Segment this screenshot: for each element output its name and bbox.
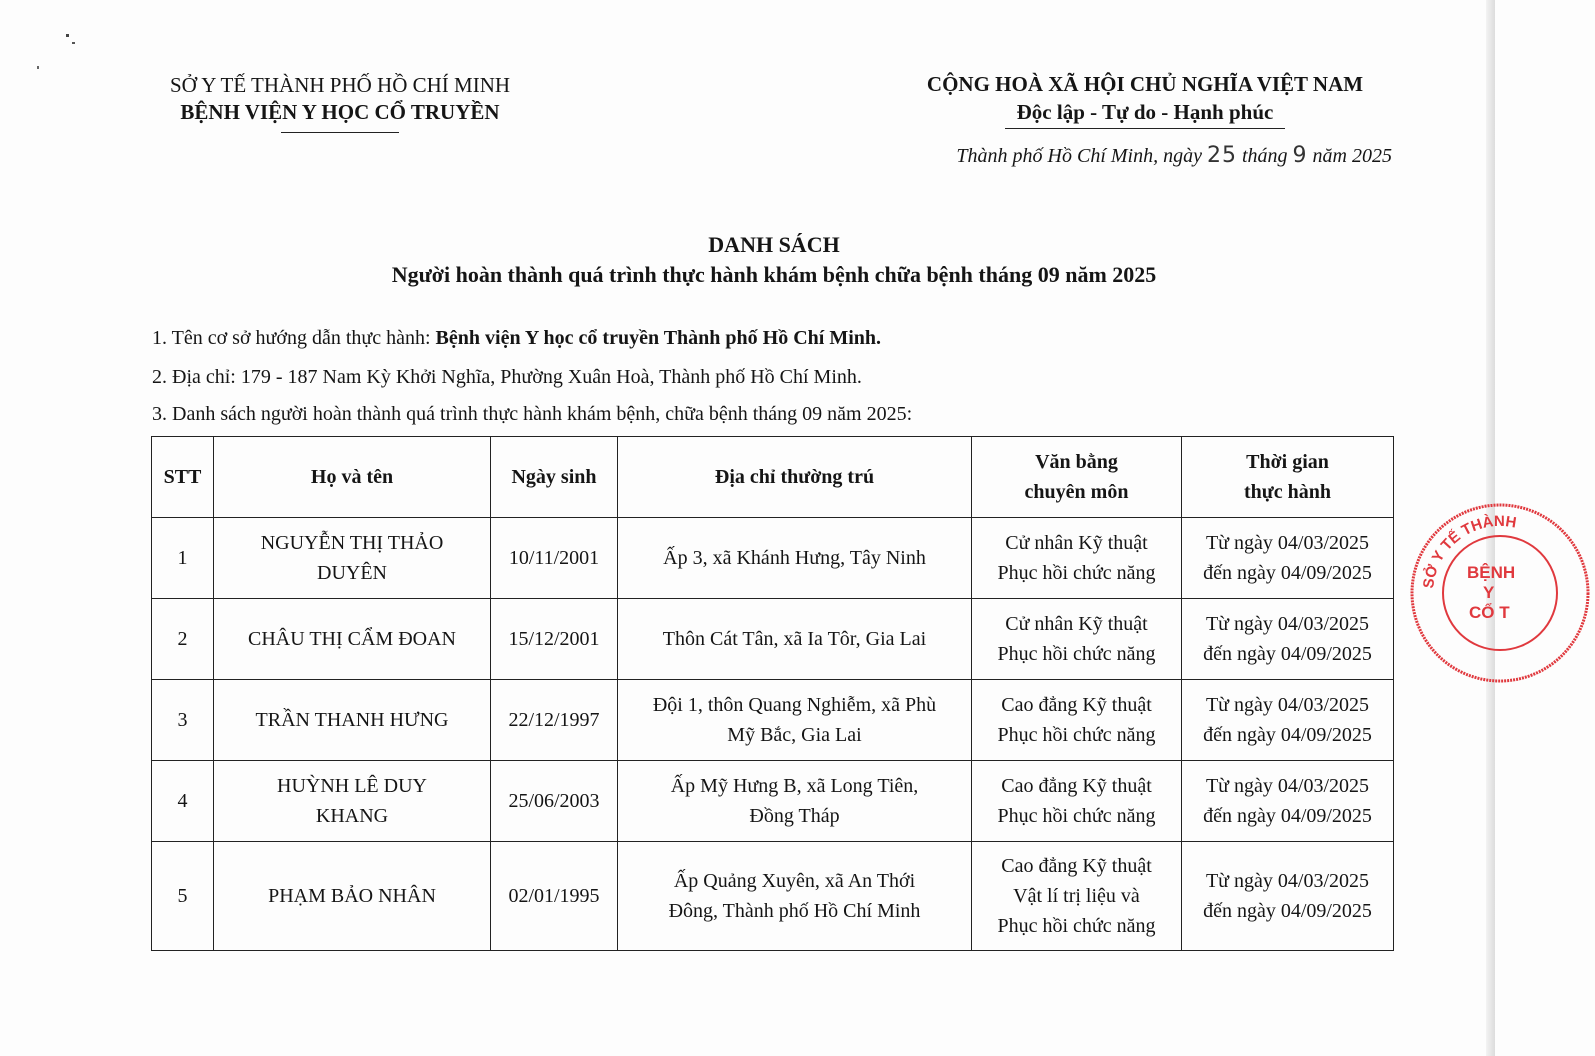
cell-dob: 25/06/2003 bbox=[491, 761, 618, 842]
national-header bbox=[880, 70, 1410, 129]
header-address: Địa chỉ thường trú bbox=[618, 437, 972, 518]
cell-degree bbox=[972, 680, 1182, 761]
scan-speck bbox=[37, 66, 39, 69]
cell-address bbox=[618, 842, 972, 951]
period-from: Từ ngày 04/03/2025 bbox=[1205, 694, 1370, 716]
header-degree-line1: Văn bằng bbox=[1035, 451, 1118, 473]
scan-speck bbox=[72, 42, 75, 44]
cell-degree bbox=[972, 518, 1182, 599]
table-row bbox=[152, 842, 1394, 951]
info-line-list: 3. Danh sách người hoàn thành quá trình thực hành khám bệnh, chữa bệnh tháng 09 năm 2025: bbox=[152, 403, 913, 425]
period-from: Từ ngày 04/03/2025 bbox=[1205, 613, 1370, 635]
header-stt: STT bbox=[152, 437, 214, 518]
title-subtitle: Người hoàn thành quá trình thực hành khám bệnh chữa bệnh tháng 09 năm 2025 bbox=[391, 262, 1157, 287]
degree-line3: Phục hồi chức năng bbox=[997, 915, 1156, 937]
name-line1: NGUYỄN THỊ THẢO bbox=[260, 532, 444, 554]
issuer-header bbox=[100, 72, 580, 133]
stamp-arc-text: SỞ Y TẾ THÀNH bbox=[1420, 512, 1518, 590]
date-year: năm 2025 bbox=[1312, 145, 1392, 167]
degree-line2: Phục hồi chức năng bbox=[997, 805, 1156, 827]
period-from: Từ ngày 04/03/2025 bbox=[1205, 775, 1370, 797]
issuer-hospital: BỆNH VIỆN Y HỌC CỔ TRUYỀN bbox=[180, 100, 500, 124]
address-line1: Đội 1, thôn Quang Nghiễm, xã Phù bbox=[652, 694, 937, 716]
address-line2: Đồng Tháp bbox=[749, 805, 840, 827]
name-line1: PHẠM BẢO NHÂN bbox=[268, 885, 436, 907]
header-dob: Ngày sinh bbox=[491, 437, 618, 518]
cell-dob: 10/11/2001 bbox=[491, 518, 618, 599]
name-line1: TRẦN THANH HƯNG bbox=[255, 709, 449, 731]
period-to: đến ngày 04/09/2025 bbox=[1203, 900, 1372, 922]
period-to: đến ngày 04/09/2025 bbox=[1203, 724, 1372, 746]
cell-dob: 15/12/2001 bbox=[491, 599, 618, 680]
header-period-line1: Thời gian bbox=[1246, 451, 1329, 473]
info-facility-label: 1. Tên cơ sở hướng dẫn thực hành: bbox=[152, 327, 436, 349]
degree-line1: Cử nhân Kỹ thuật bbox=[1005, 613, 1148, 635]
degree-line1: Cao đẳng Kỹ thuật bbox=[1001, 855, 1152, 877]
cell-name bbox=[214, 518, 491, 599]
address-line1: Ấp 3, xã Khánh Hưng, Tây Ninh bbox=[663, 547, 926, 569]
degree-line2: Phục hồi chức năng bbox=[997, 562, 1156, 584]
table-row bbox=[152, 518, 1394, 599]
period-to: đến ngày 04/09/2025 bbox=[1203, 562, 1372, 584]
address-line2: Mỹ Bắc, Gia Lai bbox=[727, 724, 862, 746]
date-month-handwritten: 9 bbox=[1292, 143, 1308, 168]
cell-dob: 02/01/1995 bbox=[491, 842, 618, 951]
cell-stt: 5 bbox=[152, 842, 214, 951]
scan-speck bbox=[66, 34, 69, 37]
stamp-outer-ring bbox=[1412, 505, 1588, 681]
trainee-table bbox=[151, 436, 1394, 951]
table-header-row bbox=[152, 437, 1394, 518]
stamp-text-y: Y bbox=[1483, 583, 1495, 602]
header-name: Họ và tên bbox=[214, 437, 491, 518]
name-line1: CHÂU THỊ CẨM ĐOAN bbox=[248, 628, 456, 650]
cell-dob: 22/12/1997 bbox=[491, 680, 618, 761]
document-title bbox=[0, 230, 1548, 290]
header-degree-line2: chuyên môn bbox=[1024, 481, 1129, 503]
cell-stt: 1 bbox=[152, 518, 214, 599]
header-degree bbox=[972, 437, 1182, 518]
issuer-department: SỞ Y TẾ THÀNH PHỐ HỒ CHÍ MINH bbox=[169, 73, 511, 97]
header-period-line2: thực hành bbox=[1243, 481, 1332, 503]
cell-name bbox=[214, 680, 491, 761]
info-line-facility bbox=[152, 325, 881, 351]
cell-period bbox=[1182, 761, 1394, 842]
date-day-handwritten: 25 bbox=[1206, 143, 1237, 168]
degree-line2: Phục hồi chức năng bbox=[997, 724, 1156, 746]
info-line-address: 2. Địa chỉ: 179 - 187 Nam Kỳ Khởi Nghĩa, Phường Xuân Hoà, Thành phố Hồ Chí Minh. bbox=[152, 366, 862, 388]
official-stamp bbox=[1405, 498, 1595, 688]
period-from: Từ ngày 04/03/2025 bbox=[1205, 870, 1370, 892]
period-to: đến ngày 04/09/2025 bbox=[1203, 805, 1372, 827]
cell-period bbox=[1182, 518, 1394, 599]
cell-degree bbox=[972, 761, 1182, 842]
cell-period bbox=[1182, 842, 1394, 951]
name-line1: HUỲNH LÊ DUY bbox=[277, 775, 427, 797]
cell-name bbox=[214, 842, 491, 951]
cell-name bbox=[214, 599, 491, 680]
degree-line2: Phục hồi chức năng bbox=[997, 643, 1156, 665]
cell-period bbox=[1182, 680, 1394, 761]
cell-period bbox=[1182, 599, 1394, 680]
cell-degree bbox=[972, 599, 1182, 680]
cell-stt: 4 bbox=[152, 761, 214, 842]
cell-address bbox=[618, 680, 972, 761]
date-line bbox=[880, 143, 1392, 168]
address-line1: Ấp Quảng Xuyên, xã An Thới bbox=[673, 870, 916, 892]
stamp-text-hospital: BỆNH bbox=[1467, 563, 1516, 582]
cell-address bbox=[618, 518, 972, 599]
stamp-text-traditional: CỔ T bbox=[1469, 603, 1510, 622]
degree-line1: Cao đẳng Kỹ thuật bbox=[1001, 694, 1152, 716]
header-period bbox=[1182, 437, 1394, 518]
info-facility-value: Bệnh viện Y học cổ truyền Thành phố Hồ Chí Minh. bbox=[435, 327, 882, 349]
name-line2: DUYÊN bbox=[317, 562, 387, 584]
cell-address bbox=[618, 599, 972, 680]
date-month-word: tháng bbox=[1241, 145, 1288, 167]
date-prefix: Thành phố Hồ Chí Minh, ngày bbox=[956, 145, 1202, 167]
issuer-underline bbox=[281, 132, 399, 133]
table-row bbox=[152, 599, 1394, 680]
degree-line1: Cao đẳng Kỹ thuật bbox=[1001, 775, 1152, 797]
degree-line1: Cử nhân Kỹ thuật bbox=[1005, 532, 1148, 554]
stamp-inner-ring bbox=[1443, 536, 1557, 650]
period-from: Từ ngày 04/03/2025 bbox=[1205, 532, 1370, 554]
cell-name bbox=[214, 761, 491, 842]
address-line1: Thôn Cát Tân, xã Ia Tôr, Gia Lai bbox=[662, 628, 927, 650]
degree-line2: Vật lí trị liệu và bbox=[1013, 885, 1140, 907]
title-main: DANH SÁCH bbox=[708, 232, 840, 257]
cell-stt: 2 bbox=[152, 599, 214, 680]
name-line2: KHANG bbox=[315, 805, 389, 827]
cell-degree bbox=[972, 842, 1182, 951]
table-row bbox=[152, 761, 1394, 842]
address-line2: Đông, Thành phố Hồ Chí Minh bbox=[668, 900, 921, 922]
national-motto: Độc lập - Tự do - Hạnh phúc bbox=[1016, 100, 1274, 124]
table-row bbox=[152, 680, 1394, 761]
cell-address bbox=[618, 761, 972, 842]
motto-underline bbox=[1005, 128, 1285, 129]
address-line1: Ấp Mỹ Hưng B, xã Long Tiên, bbox=[670, 775, 919, 797]
period-to: đến ngày 04/09/2025 bbox=[1203, 643, 1372, 665]
cell-stt: 3 bbox=[152, 680, 214, 761]
national-title: CỘNG HOÀ XÃ HỘI CHỦ NGHĨA VIỆT NAM bbox=[926, 72, 1364, 96]
